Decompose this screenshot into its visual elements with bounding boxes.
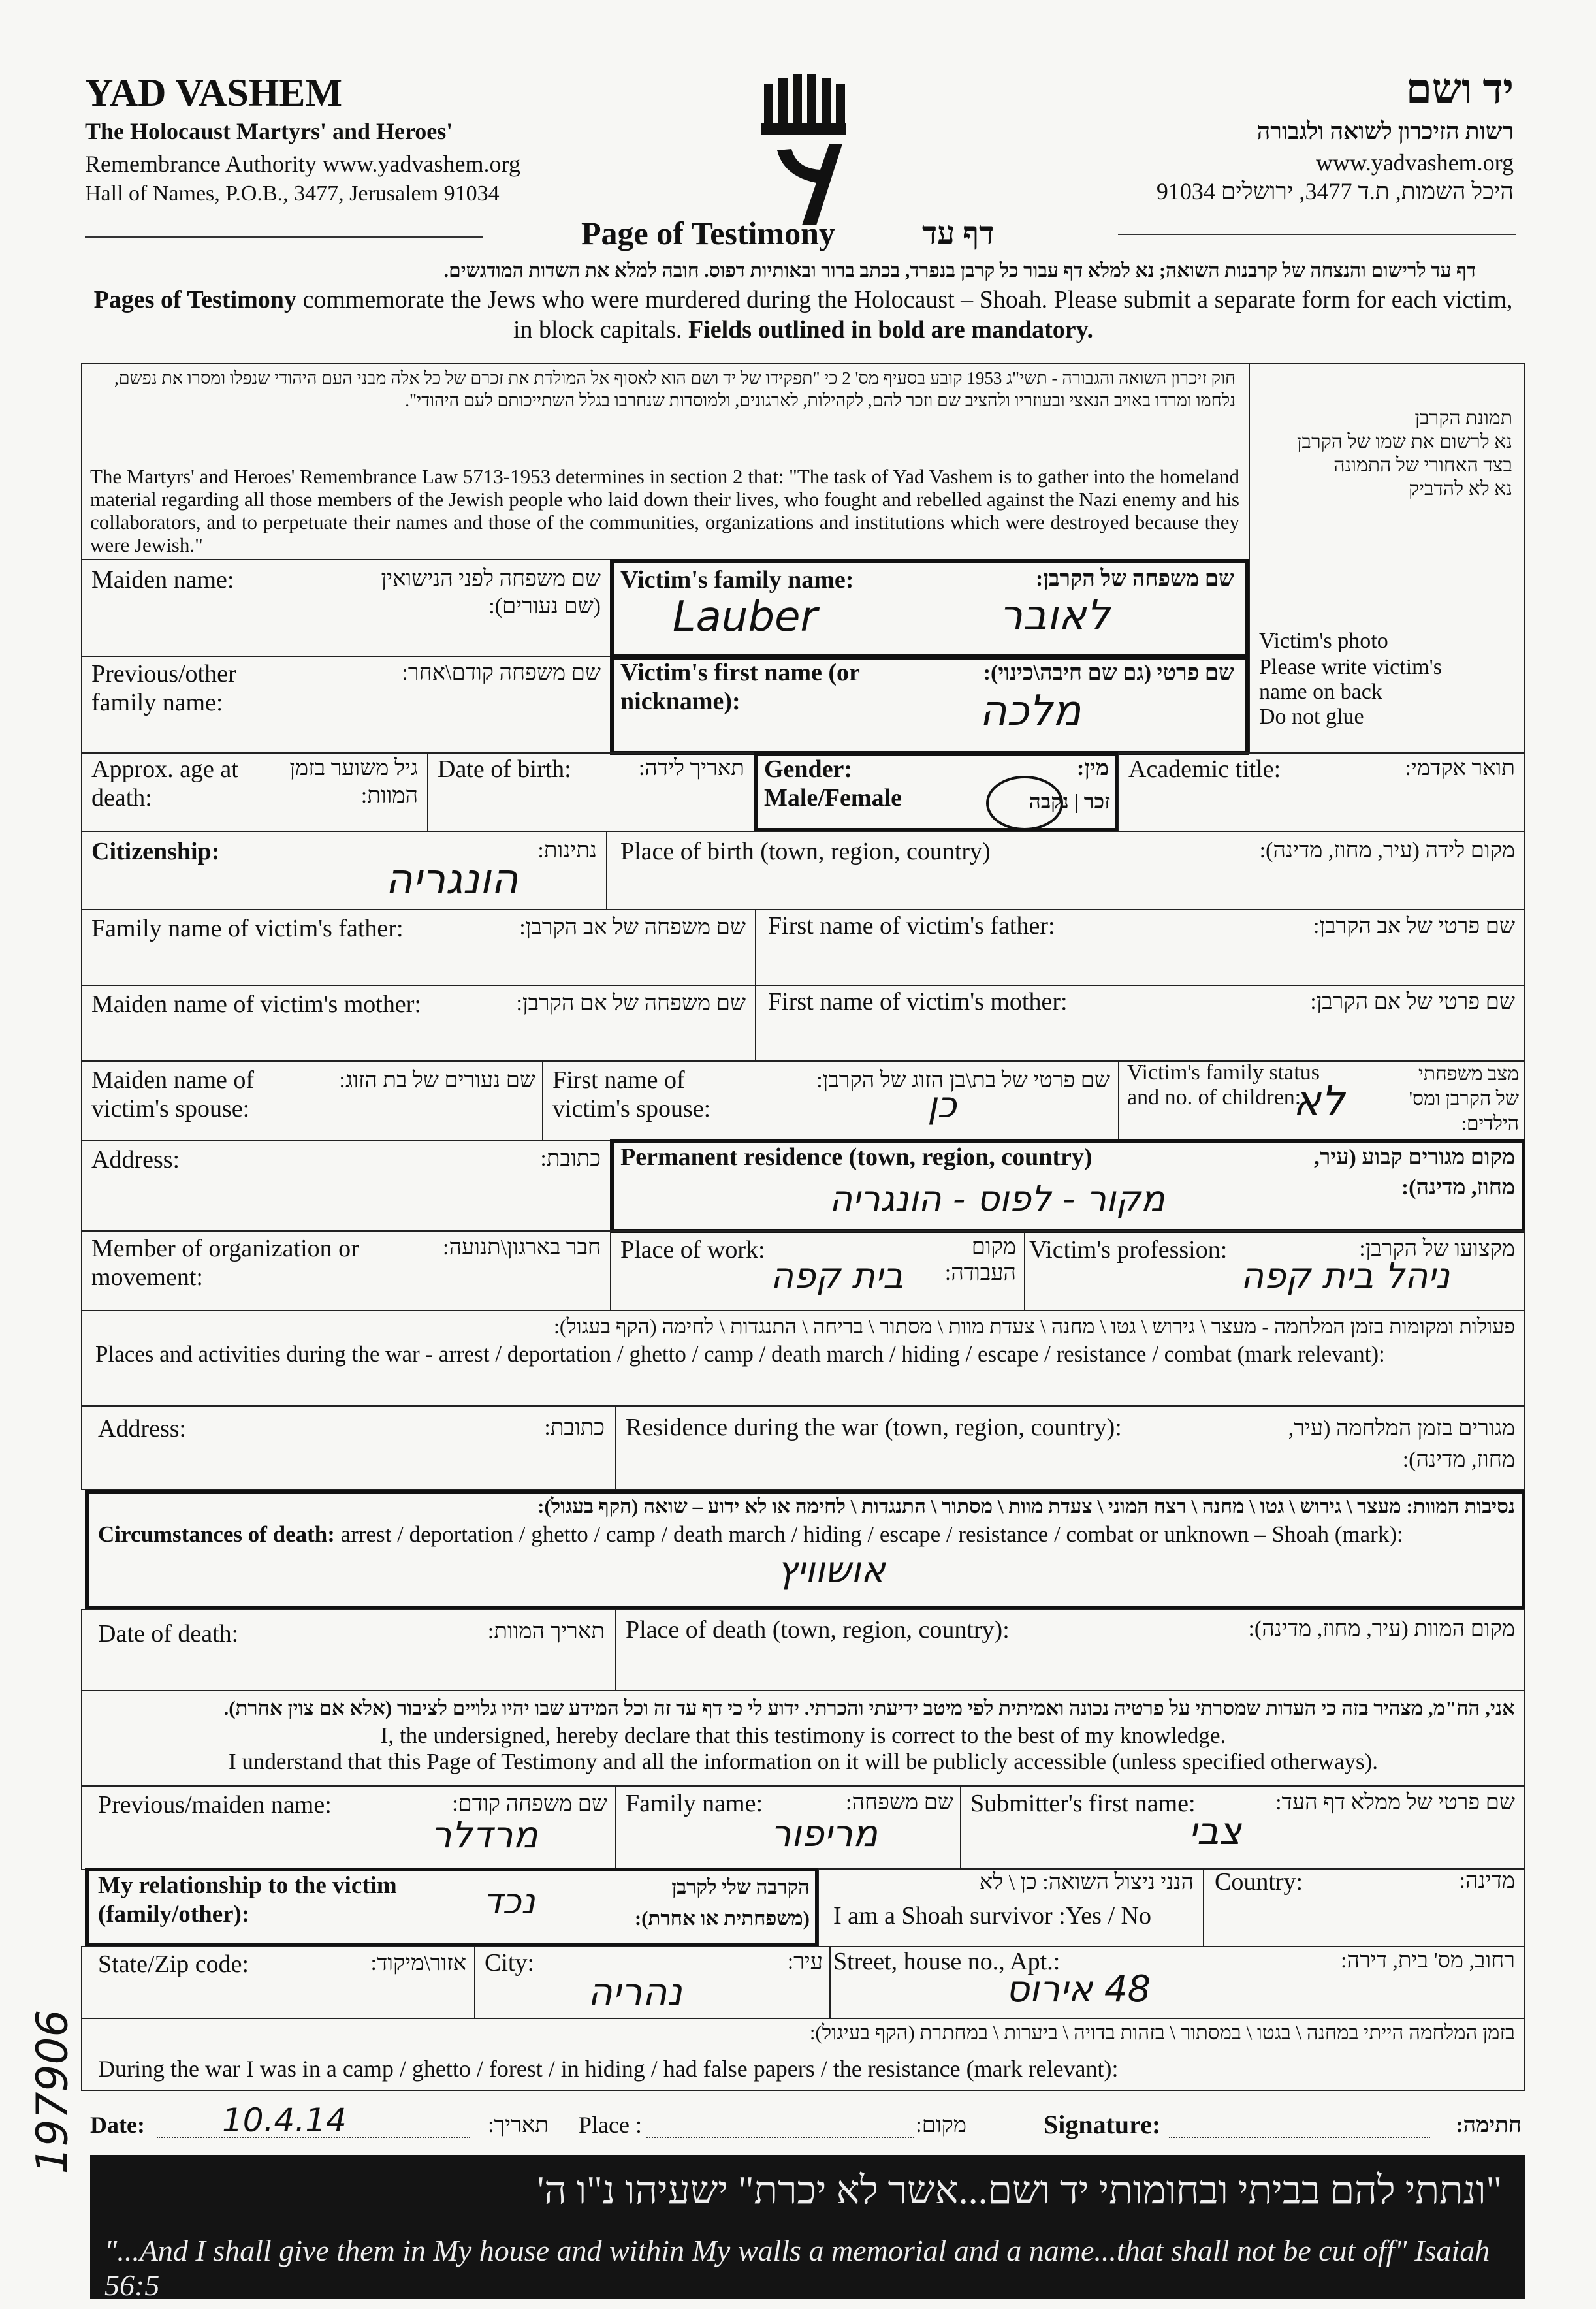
date-label: Date: bbox=[90, 2112, 145, 2138]
date-death-label-he: תאריך המוות: bbox=[487, 1619, 605, 1644]
submitter-first-value: צבי bbox=[1189, 1809, 1241, 1853]
survivor-label-he: הנני ניצול השואה: כן \ לא bbox=[979, 1870, 1194, 1894]
relationship-label: My relationship to the victim (family/other): bbox=[98, 1872, 397, 1928]
photo-he-3: בצד האחורי של התמונה bbox=[1333, 454, 1512, 476]
age-label: Approx. age at death: bbox=[91, 756, 238, 812]
city-value: נהריה bbox=[588, 1969, 682, 2014]
relationship-value: נכד bbox=[483, 1881, 535, 1922]
age-label-he: גיל משוער בזמן המוות: bbox=[289, 756, 418, 808]
signature-line[interactable] bbox=[1169, 2137, 1430, 2138]
country-label-he: מדינה: bbox=[1459, 1869, 1515, 1893]
submitter-prev-name-label: Previous/maiden name: bbox=[98, 1791, 332, 1819]
citizenship-value: הונגריה bbox=[385, 855, 519, 904]
father-family-label: Family name of victim's father: bbox=[91, 915, 404, 942]
place-label: Place : bbox=[579, 2112, 642, 2138]
father-first-label: First name of victim's father: bbox=[768, 912, 1055, 940]
academic-label: Academic title: bbox=[1128, 756, 1281, 783]
war-address-label: Address: bbox=[98, 1415, 187, 1442]
photo-he-4: נא לא להדביק bbox=[1409, 478, 1512, 500]
spouse-first-value: כן bbox=[927, 1084, 957, 1126]
page-title-he: דף עד bbox=[922, 216, 995, 251]
previous-name-label: Previous/other family name: bbox=[91, 660, 236, 716]
submitter-prev-name-value: מרדלר bbox=[431, 1814, 538, 1856]
member-label-he: חבר בארגון\תנועה: bbox=[443, 1235, 601, 1260]
profession-label: Victim's profession: bbox=[1029, 1236, 1228, 1264]
first-name-value: מלכה bbox=[980, 687, 1081, 735]
submitter-family-label: Family name: bbox=[626, 1790, 763, 1817]
he-subtitle-3: היכל השמות, ת.ד 3477, ירושלים 91034 bbox=[1156, 178, 1514, 204]
maiden-name-label: Maiden name: bbox=[91, 566, 234, 594]
intro-english bbox=[85, 285, 1522, 345]
mother-maiden-label: Maiden name of victim's mother: bbox=[91, 991, 421, 1018]
profession-value: ניהל בית קפה bbox=[1241, 1255, 1450, 1296]
gender-female-circle bbox=[986, 776, 1063, 831]
family-name-value-latin: Lauber bbox=[673, 593, 818, 641]
submitter-family-label-he: שם משפחה: bbox=[846, 1791, 953, 1815]
street-label-he: רחוב, מס' בית, דירה: bbox=[1340, 1949, 1515, 1973]
submitter-first-label-he: שם פרטי של ממלא דף העד: bbox=[1275, 1791, 1515, 1815]
war-places-label: Places and activities during the war - arrest / deportation / ghetto / camp / death march / hiding / escape / resistance / combat (mark relevant): bbox=[95, 1341, 1385, 1367]
city-label: City: bbox=[485, 1949, 535, 1977]
street-value: 48 אירוס bbox=[1006, 1968, 1151, 2011]
place-death-label-he: מקום המוות (עיר, מחוז, מדינה): bbox=[1248, 1617, 1515, 1641]
birth-place-label-he: מקום לידה (עיר, מחוז, מדינה): bbox=[1259, 838, 1515, 863]
father-family-label-he: שם משפחה של אב הקרבן: bbox=[519, 916, 746, 940]
father-first-label-he: שם פרטי של אב הקרבן: bbox=[1313, 914, 1515, 938]
member-label: Member of organization or movement: bbox=[91, 1235, 359, 1291]
place-death-label: Place of death (town, region, country): bbox=[626, 1616, 1010, 1644]
residence-label-he: מקום מגורים קבוע (עיר, מחוז, מדינה): bbox=[1314, 1145, 1515, 1200]
en-subtitle-3: Hall of Names, P.O.B., 3477, Jerusalem 91034 bbox=[85, 182, 500, 206]
family-status-value: לא bbox=[1293, 1077, 1345, 1126]
citizenship-label: Citizenship: bbox=[91, 838, 220, 865]
footer-quote-hebrew: "ונתתי להם בביתי ובחומותי יד ושם...אשר לא יכרת" ישעיהו נ"ו ה' bbox=[537, 2169, 1502, 2212]
submitter-prev-name-label-he: שם משפחה קודם: bbox=[452, 1792, 607, 1816]
photo-he-2: נא לרשום את שמו של הקרבן bbox=[1296, 431, 1512, 453]
en-title: YAD VASHEM bbox=[85, 71, 343, 114]
during-war-label-he: בזמן המלחמה הייתי במחנה \ בגטו \ במסתור \ בזהות בדויה \ ביערות \ במחתרת (הקף בעיגול): bbox=[809, 2021, 1515, 2044]
country-label: Country: bbox=[1215, 1868, 1303, 1896]
en-subtitle-1: The Holocaust Martyrs' and Heroes' bbox=[85, 118, 453, 144]
war-residence-label: Residence during the war (town, region, country): bbox=[626, 1414, 1122, 1441]
city-label-he: עיר: bbox=[787, 1950, 823, 1974]
side-archive-number: 197906 bbox=[27, 2009, 78, 2174]
yad-vashem-logo bbox=[758, 72, 849, 229]
maiden-name-label-he: שם משפחה לפני הנישואין (שם נעורים): bbox=[381, 567, 601, 618]
header-rule-left bbox=[85, 236, 483, 238]
death-circumstances-title: Circumstances of death: bbox=[98, 1521, 335, 1547]
spouse-maiden-label-he: שם נעורים של בת הזוג: bbox=[339, 1068, 535, 1092]
submitter-family-value: מריפור bbox=[771, 1813, 878, 1855]
law-hebrew: חוק זיכרון השואה והגבורה - תשי"ג 1953 קובע בסעיף מס' 2 כי "תפקידו של יד ושם הוא לאסוף אל המולדת את זכרם של כל אלה מבני העם היהודי שנפלו ומסרו את נפשם, נלחמו ומרדו באויב הנאצי ובעוזריו ולהציב שם וזכר להם, לקהילות, לארגונים, ולמוסדות שנחרבו בגלל השתייכותם לעם היהודי". bbox=[114, 368, 1236, 410]
dob-label-he: תאריך לידה: bbox=[638, 756, 744, 780]
street-label: Street, house no., Apt.: bbox=[833, 1948, 1061, 1975]
work-value: בית קפה bbox=[771, 1255, 904, 1296]
spouse-maiden-label: Maiden name of victim's spouse: bbox=[91, 1066, 255, 1123]
mother-first-label: First name of victim's mother: bbox=[768, 988, 1068, 1015]
death-circumstances-label bbox=[98, 1520, 1403, 1549]
he-title: יד ושם bbox=[1405, 66, 1514, 112]
gender-label-he: מין: bbox=[1076, 756, 1109, 780]
academic-label-he: תואר אקדמי: bbox=[1405, 756, 1515, 780]
gender-options[interactable]: זכר | נקבה bbox=[1029, 789, 1110, 813]
state-label-he: אזור\מיקוד: bbox=[370, 1951, 466, 1975]
war-places-label-he: פעולות ומקומות בזמן המלחמה - מעצר \ גירוש \ גטו \ מחנה \ צעדת מוות \ מסתור \ בריחה \ התנגדות \ לחימה (הקף בעגול): bbox=[554, 1314, 1515, 1338]
gender-label: Gender: Male/Female bbox=[764, 756, 902, 812]
law-english: The Martyrs' and Heroes' Remembrance Law 5713-1953 determines in section 2 that: "The task of Yad Vashem is to gather into the homeland material regarding all those members of the Jewish people who laid down their lives, who fought and rebelled against the Nazi enemy and his collaborators, and to perpetuate their names and those of the communities, organizations and institutions which were destroyed because they were Jewish." bbox=[90, 465, 1239, 556]
photo-en-3: name on back bbox=[1259, 680, 1382, 704]
mother-first-label-he: שם פרטי של אם הקרבן: bbox=[1310, 990, 1515, 1014]
declaration-english-2: I understand that this Page of Testimony and all the information on it will be publicly accessible (unless specified otherways). bbox=[228, 1749, 1379, 1774]
work-label-he: מקום העבודה: bbox=[944, 1235, 1016, 1285]
photo-he-1: תמונת הקרבן bbox=[1414, 407, 1512, 429]
state-label: State/Zip code: bbox=[98, 1951, 249, 1978]
profession-label-he: מקצועו של הקרבן: bbox=[1359, 1237, 1515, 1261]
death-circumstances-label-he: נסיבות המוות: מעצר \ גירוש \ גטו \ מחנה \ רצח המוני \ צעדת מוות \ מסתור \ התנגדות \ לחימה או לא ידוע – שואה (הקף בעגול): bbox=[537, 1495, 1515, 1518]
he-subtitle-1: רשות הזיכרון לשואה ולגבורה bbox=[1256, 118, 1514, 144]
mother-maiden-label-he: שם משפחה של אם הקרבן: bbox=[516, 991, 746, 1015]
family-name-label-he: שם משפחה של הקרבן: bbox=[1036, 567, 1234, 591]
residence-value: מקור - לפוס - הונגריה bbox=[829, 1178, 1165, 1219]
death-circumstances-options: arrest / deportation / ghetto / camp / death march / hiding / escape / resistance / combat or unknown – Shoah (mark): bbox=[334, 1521, 1403, 1547]
address-label-he: כתובת: bbox=[540, 1147, 601, 1171]
intro-hebrew: דף עד לרישום והנצחה של קרבנות השואה; נא למלא דף עבור כל קרבן בנפרד, בכתב ברור ובאותיות דפוס. חובה למלא את השדות המודגשים. bbox=[443, 260, 1476, 281]
birth-place-label: Place of birth (town, region, country) bbox=[620, 838, 991, 865]
signature-label: Signature: bbox=[1044, 2110, 1161, 2139]
war-residence-label-he: מגורים בזמן המלחמה (עיר, מחוז, מדינה): bbox=[1288, 1416, 1515, 1472]
page-title: Page of Testimony bbox=[581, 215, 835, 251]
intro-english-mandatory: Fields outlined in bold are mandatory. bbox=[688, 316, 1094, 343]
residence-label: Permanent residence (town, region, country) bbox=[620, 1143, 1093, 1171]
relationship-label-he: הקרבה שלי לקרבן (משפחתית או אחרת): bbox=[634, 1875, 810, 1930]
survivor-label: I am a Shoah survivor :Yes / No bbox=[833, 1902, 1151, 1930]
death-circumstances-value: אושוויץ bbox=[777, 1549, 886, 1591]
family-status-label: Victim's family status and no. of children: bbox=[1127, 1060, 1320, 1109]
submitter-first-label: Submitter's first name: bbox=[970, 1790, 1196, 1817]
spouse-first-label: First name of victim's spouse: bbox=[552, 1066, 711, 1123]
family-status-label-he: מצב משפחתי של הקרבן ומס' הילדים: bbox=[1409, 1063, 1519, 1134]
en-subtitle-2: Remembrance Authority www.yadvashem.org bbox=[85, 151, 520, 177]
address-label: Address: bbox=[91, 1146, 180, 1173]
first-name-label: Victim's first name (or nickname): bbox=[620, 659, 860, 715]
war-address-label-he: כתובת: bbox=[544, 1416, 605, 1440]
place-line[interactable] bbox=[646, 2137, 914, 2138]
citizenship-label-he: נתינות: bbox=[537, 838, 597, 863]
date-label-he: תאריך: bbox=[488, 2113, 549, 2137]
photo-en-4: Do not glue bbox=[1259, 705, 1364, 729]
declaration-hebrew: אני, הח"מ, מצהיר בזה כי העדות שמסרתי על פרטיה נכונה ואמיתית לפי מיטב ידיעתי והכרתי. ידוע לי כי דף עד זה וכל המידע שבו יהיו גלויים לציבור (אלא אם צוין אחרת). bbox=[223, 1696, 1515, 1719]
signature-label-he: חתימה: bbox=[1456, 2113, 1522, 2137]
family-name-value-he: לאובר bbox=[999, 592, 1110, 640]
intro-english-lead: Pages of Testimony bbox=[93, 286, 296, 313]
family-name-label: Victim's family name: bbox=[620, 566, 854, 594]
during-war-label: During the war I was in a camp / ghetto / forest / in hiding / had false papers / the resistance (mark relevant): bbox=[98, 2056, 1119, 2082]
footer-quote-english: "...And I shall give them in My house and within My walls a memorial and a name...that shall not be cut off" Isaiah 56:5 bbox=[104, 2234, 1490, 2302]
photo-en-2: Please write victim's bbox=[1259, 655, 1442, 679]
declaration-english-1: I, the undersigned, hereby declare that this testimony is correct to the best of my knowledge. bbox=[380, 1723, 1226, 1748]
header-rule-right bbox=[1118, 234, 1516, 235]
photo-en-1: Victim's photo bbox=[1259, 629, 1388, 653]
previous-name-label-he: שם משפחה קודם\אחר: bbox=[402, 661, 601, 685]
he-subtitle-2: www.yadvashem.org bbox=[1316, 150, 1514, 176]
spouse-first-label-he: שם פרטי של בת\בן הזוג של הקרבן: bbox=[816, 1068, 1110, 1092]
date-value: 10.4.14 bbox=[222, 2101, 347, 2139]
date-death-label: Date of death: bbox=[98, 1620, 239, 1648]
place-label-he: מקום: bbox=[916, 2113, 966, 2137]
first-name-label-he: שם פרטי (גם שם חיבה\כינוי): bbox=[983, 661, 1234, 685]
intro-english-body: commemorate the Jews who were murdered during the Holocaust – Shoah. Please submit a separate form for each victim, in block capitals. bbox=[296, 286, 1513, 343]
dob-label: Date of birth: bbox=[438, 756, 571, 783]
work-label: Place of work: bbox=[620, 1236, 765, 1264]
